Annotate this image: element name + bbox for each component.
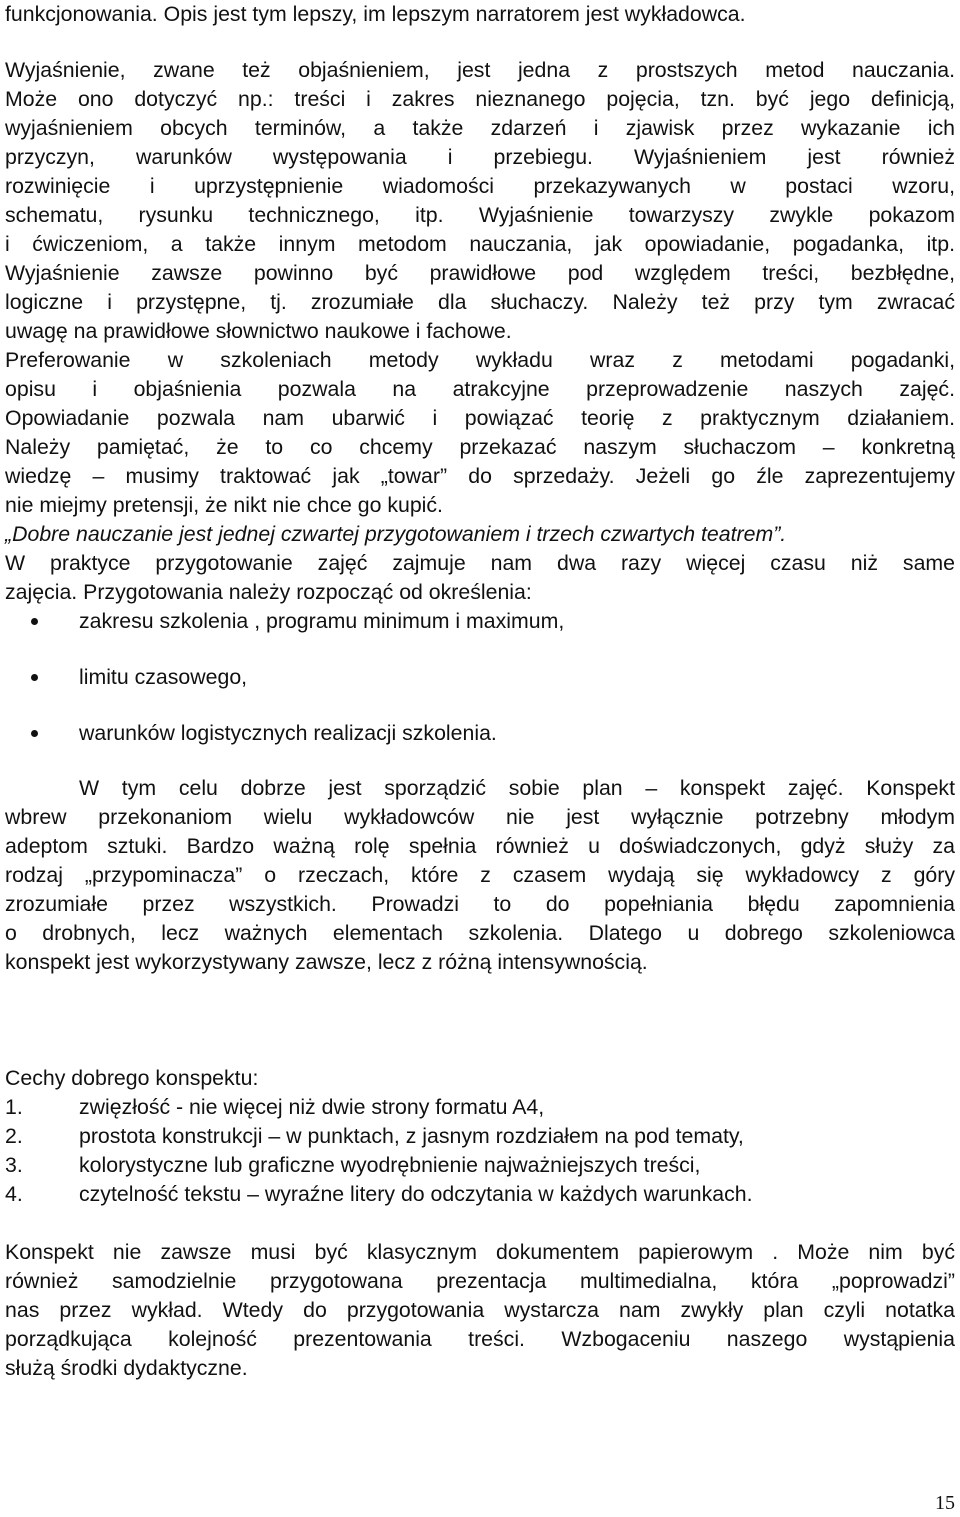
list-number: 2. <box>5 1124 23 1148</box>
list-item-text: prostota konstrukcji – w punktach, z jasnym rozdziałem na pod tematy, <box>79 1124 744 1148</box>
list-item-text: warunków logistycznych realizacji szkolenia. <box>79 721 497 745</box>
text-line: logiczne i przystępne, tj. zrozumiałe dla słuchaczy. Należy też przy tym zwracać <box>5 290 955 314</box>
text-line: również samodzielnie przygotowana prezentacja multimedialna, która „poprowadzi” <box>5 1269 955 1293</box>
text-line: konspekt jest wykorzystywany zawsze, lecz z różną intensywnością. <box>5 950 648 974</box>
list-item <box>5 1093 955 1122</box>
text-line: nas przez wykład. Wtedy do przygotowania wystarcza nam zwykły plan czyli notatka <box>5 1298 955 1322</box>
list-item-text: zakresu szkolenia , programu minimum i maximum, <box>79 609 565 633</box>
text-line: uwagę na prawidłowe słownictwo naukowe i fachowe. <box>5 319 512 343</box>
bullet-icon <box>31 618 38 625</box>
text-line: wbrew przekonaniom wielu wykładowców nie jest wyłącznie potrzebny młodym <box>5 805 955 829</box>
text-line: przyczyn, warunków występowania i przebiegu. Wyjaśnieniem jest również <box>5 145 955 169</box>
text-line: schematu, rysunku technicznego, itp. Wyjaśnienie towarzyszy zwykle pokazom <box>5 203 955 227</box>
page-number: 15 <box>935 1492 955 1514</box>
bullet-icon <box>31 730 38 737</box>
text-line: wiedzę – musimy traktować jak „towar” do sprzedaży. Jeżeli go źle zaprezentujemy <box>5 464 955 488</box>
text-line: Opowiadanie pozwala nam ubarwić i powiązać teorię z praktycznym działaniem. <box>5 406 955 430</box>
list-item-text: zwięzłość - nie więcej niż dwie strony formatu A4, <box>79 1095 545 1119</box>
bullet-list <box>5 607 955 775</box>
text-line: i ćwiczeniom, a także innym metodom nauczania, jak opowiadanie, pogadanka, itp. <box>5 232 955 256</box>
text-line: W tym celu dobrze jest sporządzić sobie plan – konspekt zajęć. Konspekt <box>79 776 955 800</box>
text-line: zrozumiałe przez wszystkich. Prowadzi to do popełniania błędu zapomnienia <box>5 892 955 916</box>
text-line: adeptom sztuki. Bardzo ważną rolę spełnia również u doświadczonych, gdyż służy za <box>5 834 955 858</box>
list-number: 1. <box>5 1095 23 1119</box>
list-item <box>5 1151 955 1180</box>
text-line: Wyjaśnienie, zwane też objaśnieniem, jest jedna z prostszych metod nauczania. <box>5 58 955 82</box>
italic-quote: „Dobre nauczanie jest jednej czwartej przygotowaniem i trzech czwartych teatrem”. <box>5 522 787 546</box>
text-line: opisu i objaśnienia pozwala na atrakcyjne przeprowadzenie naszych zajęć. <box>5 377 955 401</box>
features-heading: Cechy dobrego konspektu: <box>5 1066 259 1090</box>
text-line: W praktyce przygotowanie zajęć zajmuje nam dwa razy więcej czasu niż same <box>5 551 955 575</box>
text-line: rodzaj „przypominacza” o rzeczach, które z czasem wydają się wykładowcy z góry <box>5 863 955 887</box>
paragraph-preferences <box>5 346 955 520</box>
paragraph-explanation <box>5 56 955 346</box>
list-item-text: kolorystyczne lub graficzne wyodrębnienie najważniejszych treści, <box>79 1153 701 1177</box>
text-line: zajęcia. Przygotowania należy rozpocząć od określenia: <box>5 580 532 604</box>
list-item <box>5 663 955 692</box>
list-number: 4. <box>5 1182 23 1206</box>
text-line: o drobnych, lecz ważnych elementach szkolenia. Dlatego u dobrego szkoleniowca <box>5 921 955 945</box>
list-item-text: czytelność tekstu – wyraźne litery do odczytania w każdych warunkach. <box>79 1182 753 1206</box>
paragraph-preparation <box>5 549 955 607</box>
text-line: Wyjaśnienie zawsze powinno być prawidłowe pod względem treści, bezbłędne, <box>5 261 955 285</box>
list-item <box>5 719 955 748</box>
list-item <box>5 607 955 636</box>
list-item <box>5 1122 955 1151</box>
list-item-text: limitu czasowego, <box>79 665 248 689</box>
text-line: Może ono dotyczyć np.: treści i zakres nieznanego pojęcia, tzn. być jego definicją, <box>5 87 955 111</box>
bullet-icon <box>31 674 38 681</box>
features-section <box>5 1064 955 1209</box>
features-list <box>5 1093 955 1209</box>
text-line: Preferowanie w szkoleniach metody wykładu wraz z metodami pogadanki, <box>5 348 955 372</box>
list-number: 3. <box>5 1153 23 1177</box>
text-line: Konspekt nie zawsze musi być klasycznym dokumentem papierowym . Może nim być <box>5 1240 955 1264</box>
paragraph-presentation <box>5 1238 955 1383</box>
paragraph-outline <box>5 774 955 977</box>
paragraph-intro <box>5 0 955 29</box>
list-item <box>5 1180 955 1209</box>
text-line: porządkująca kolejność prezentowania treści. Wzbogaceniu naszego wystąpienia <box>5 1327 955 1351</box>
text-line: Należy pamiętać, że to co chcemy przekazać naszym słuchaczom – konkretną <box>5 435 955 459</box>
text-line: rozwinięcie i uprzystępnienie wiadomości przekazywanych w postaci wzoru, <box>5 174 955 198</box>
text-line: wyjaśnieniem obcych terminów, a także zdarzeń i zjawisk przez wykazanie ich <box>5 116 955 140</box>
text-line: funkcjonowania. Opis jest tym lepszy, im lepszym narratorem jest wykładowca. <box>5 2 746 26</box>
quote-block <box>5 520 955 549</box>
text-line: nie miejmy pretensji, że nikt nie chce go kupić. <box>5 493 443 517</box>
text-line: służą środki dydaktyczne. <box>5 1356 248 1380</box>
